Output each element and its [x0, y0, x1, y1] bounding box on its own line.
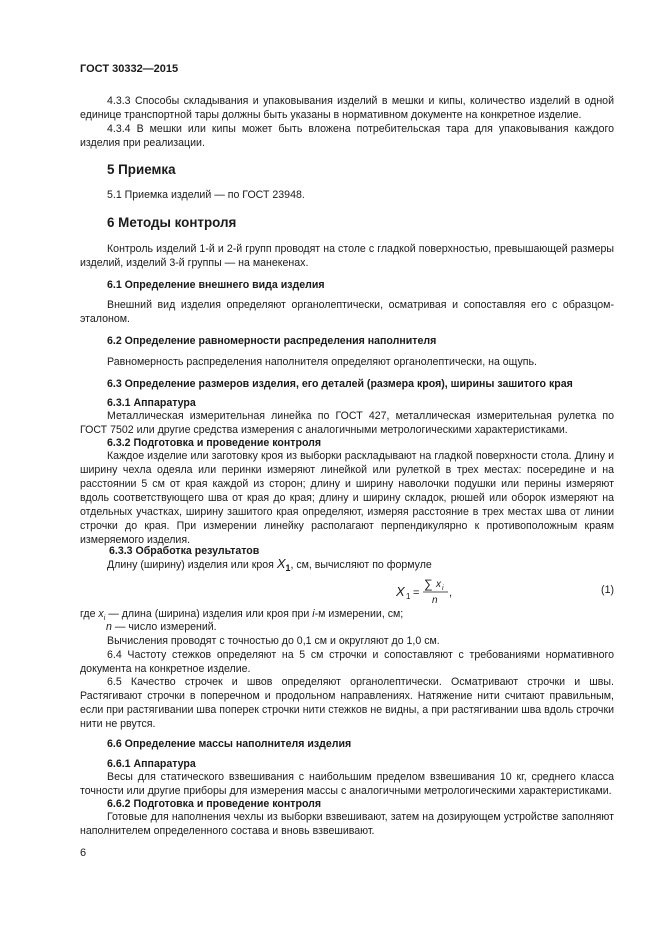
heading-6-3: 6.3 Определение размеров изделия, его деталей (размера кроя), ширины зашитого края — [107, 378, 573, 390]
definition-n — [80, 620, 614, 634]
formula-numerator-subscript: i — [442, 585, 444, 592]
formula-intro-tail: , см, вычисляют по формуле — [290, 559, 432, 571]
section-heading-6: 6 Методы контроля — [107, 215, 237, 230]
variable-x1-subscript: 1 — [285, 563, 291, 574]
paragraph-5-1: 5.1 Приемка изделий — по ГОСТ 23948. — [107, 189, 305, 201]
document-header: ГОСТ 30332—2015 — [80, 63, 179, 75]
paragraph-6-3-1: Металлическая измерительная линейка по ГОСТ 427, металлическая измерительная рулетка по ГОСТ 7502 или другие средства измерения с аналогичными метрологическими характеристиками. — [80, 410, 614, 436]
paragraph-6-1: Внешний вид изделия определяют органолептически, осматривая и сопоставляя его с образцом-эталоном. — [80, 299, 614, 325]
variable-x1: X — [276, 556, 286, 571]
formula-sum-symbol: ∑ — [424, 577, 433, 591]
formula-denominator: n — [432, 595, 438, 606]
heading-6-3-1: 6.3.1 Аппаратура — [107, 397, 196, 409]
page-number: 6 — [80, 847, 87, 859]
paragraph-6-6-1: Весы для статического взвешивания с наибольшим пределом взвешивания 10 кг, среднего класса точности или другие приборы для измерения массы с аналогичными метрологическими характеристиками. — [80, 771, 614, 797]
heading-6-3-3: 6.3.3 Обработка результатов — [109, 545, 260, 557]
formula-lhs: X — [396, 584, 405, 599]
formula-graphic — [396, 577, 506, 607]
paragraph-6-2: Равномерность распределения наполнителя определяют органолептически, на ощупь. — [107, 356, 538, 368]
formula-numerator-var: x — [436, 579, 441, 590]
formula-comma: , — [449, 587, 453, 599]
heading-6-1: 6.1 Определение внешнего вида изделия — [107, 279, 325, 291]
paragraph-6-intro: Контроль изделий 1-й и 2-й групп проводят на столе с гладкой поверхностью, превышающей размеры изделий, изделий 3-й группы — на манекенах. — [80, 243, 614, 269]
heading-6-6: 6.6 Определение массы наполнителя изделия — [107, 738, 352, 750]
definition-var-x: x — [98, 608, 104, 620]
definition-x-tail: -м измерении, см; — [314, 608, 404, 620]
formula-number: (1) — [601, 584, 614, 596]
definition-lead-where: где — [80, 608, 99, 620]
paragraph-6-5: 6.5 Качество строчек и швов определяют органолептически. Осматривают строчки и швы. Растягивают строчки в поперечном и продольном направлениях. Натяжение нити считают правильным, если при растягивании шва поперек строчки нити стежков не видны, а при растягивании шва вдоль строчки нити не рвутся. — [80, 676, 614, 730]
formula-equals: = — [413, 587, 420, 599]
paragraph-6-3-3 — [80, 557, 614, 575]
paragraph-4-3-3: 4.3.3 Способы складывания и упаковывания изделий в мешки и кипы, количество изделий в одной единице транспортной тары должны быть указаны в нормативном документе на конкретное изделие. — [80, 95, 614, 121]
paragraph-calculation-precision: Вычисления проводят с точностью до 0,1 см и округляют до 1,0 см. — [107, 635, 440, 647]
definition-n-text: — число измерений. — [111, 621, 217, 633]
heading-6-2: 6.2 Определение равномерности распределения наполнителя — [107, 335, 437, 347]
definition-x-text: — длина (ширина) изделия или кроя при — [105, 608, 313, 620]
paragraph-6-4: 6.4 Частоту стежков определяют на 5 см строчки и сопоставляют с требованиями нормативного документа на конкретное изделие. — [80, 649, 614, 675]
heading-6-6-2: 6.6.2 Подготовка и проведение контроля — [107, 798, 322, 810]
formula-intro-text: Длину (ширину) изделия или кроя — [107, 559, 277, 571]
heading-6-3-2: 6.3.2 Подготовка и проведение контроля — [107, 437, 322, 449]
section-heading-5: 5 Приемка — [107, 162, 176, 177]
heading-6-6-1: 6.6.1 Аппаратура — [107, 758, 196, 770]
formula-1 — [80, 577, 614, 607]
definition-var-i: i — [312, 608, 315, 620]
paragraph-4-3-4: 4.3.4 В мешки или кипы может быть вложена потребительская тара для упаковывания каждого изделия при реализации. — [80, 123, 614, 149]
definition-var-n: n — [106, 621, 112, 633]
paragraph-6-6-2: Готовые для наполнения чехлы из выборки взвешивают, затем на дозирующем устройстве заполняют наполнителем определенного состава и вновь взвешивают. — [80, 811, 614, 837]
paragraph-6-3-2: Каждое изделие или заготовку кроя из выборки раскладывают на гладкой поверхности стола. Длину и ширину чехла одеяла или перинки измеряют линейкой или рулеткой в трех местах: посередине и на расстоянии 5 см от края каждой из сторон; длину и ширину наволочки подушки или перины измеряют вдоль соответствующего шва от края до края; длину и ширину складок, рюшей или оборок измеряют на отдельных участках, ширину зашитого края определяют, измеряя расстояние в трех местах шва от линии строчки до края. При измерении линейку располагают перпендикулярно к противоположным краям измеряемого изделия. — [80, 450, 614, 546]
definition-var-x-subscript: i — [103, 615, 106, 623]
formula-lhs-subscript: 1 — [406, 592, 411, 601]
